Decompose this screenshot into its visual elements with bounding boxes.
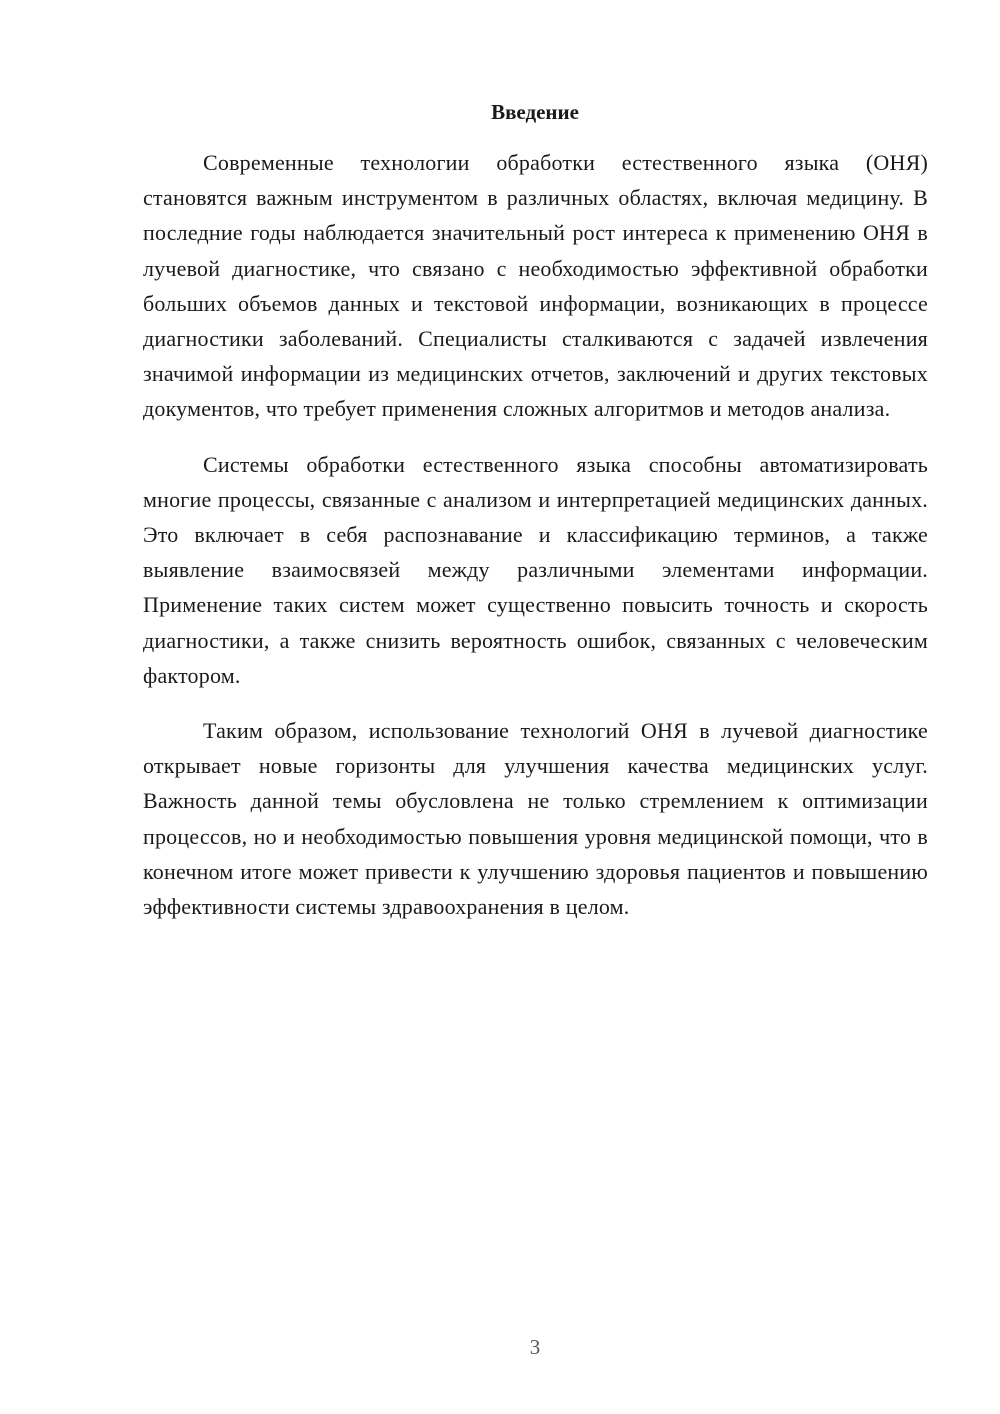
page-number: 3: [529, 1335, 541, 1359]
section-heading: Введение: [491, 100, 579, 124]
paragraph-1: Современные технологии обработки естественного языка (ОНЯ) становятся важным инструментом в различных областях, включая медицину. В последние годы наблюдается значительный рост интереса к применению ОНЯ в лучевой диагностике, что связано с необходимостью эффективной обработки больших объемов данных и текстовой информации, возникающих в процессе диагностики заболеваний. Специалисты сталкиваются с задачей извлечения значимой информации из медицинских отчетов, заключений и других текстовых документов, что требует применения сложных алгоритмов и методов анализа.: [143, 150, 928, 422]
body-text: [143, 145, 928, 944]
paragraph-2: Системы обработки естественного языка способны автоматизировать многие процессы, связанные с анализом и интерпретацией медицинских данных. Это включает в себя распознавание и классификацию терминов, а также выявление взаимосвязей между различными элементами информации. Применение таких систем может существенно повысить точность и скорость диагностики, а также снизить вероятность ошибок, связанных с человеческим фактором.: [143, 451, 928, 688]
paragraph-3: Таким образом, использование технологий ОНЯ в лучевой диагностике открывает новые горизонты для улучшения качества медицинских услуг. Важность данной темы обусловлена не только стремлением к оптимизации процессов, но и необходимостью повышения уровня медицинской помощи, что в конечном итоге может привести к улучшению здоровья пациентов и повышению эффективности системы здравоохранения в целом.: [143, 718, 928, 920]
